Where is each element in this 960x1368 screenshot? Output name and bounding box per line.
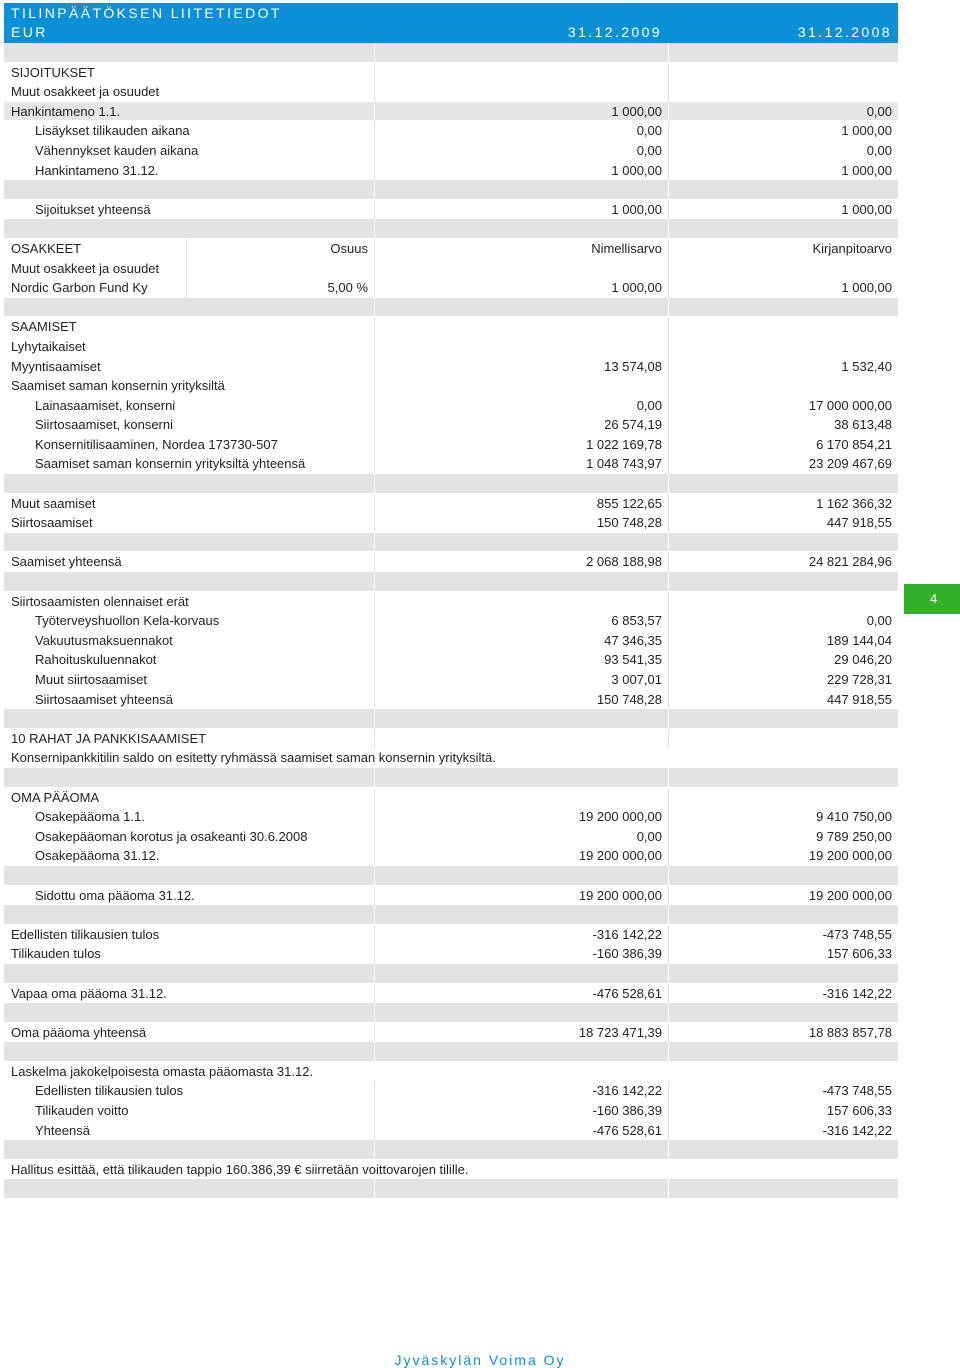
value-2009: 1 000,00	[611, 162, 662, 178]
column-divider	[668, 82, 669, 102]
column-divider	[668, 1101, 669, 1121]
column-divider	[668, 533, 669, 553]
value-2009: 1 000,00	[611, 103, 662, 119]
column-divider	[374, 650, 375, 670]
row-label: Myyntisaamiset	[11, 358, 101, 374]
value-2008: 447 918,55	[826, 515, 892, 531]
table-row	[4, 494, 898, 514]
row-label: Sijoitukset yhteensä	[35, 201, 151, 217]
table-row	[4, 886, 898, 906]
row-label: Sidottu oma pääoma 31.12.	[35, 887, 195, 903]
column-divider	[668, 415, 669, 435]
row-label: Muut osakkeet ja osuudet	[11, 260, 160, 276]
column-divider	[668, 200, 669, 220]
value-2008: 447 918,55	[826, 691, 892, 707]
row-label: SIJOITUKSET	[11, 64, 95, 80]
spacer-row	[4, 1140, 898, 1160]
column-divider	[374, 474, 375, 494]
column-divider	[668, 259, 669, 279]
row-label: SAAMISET	[11, 319, 77, 335]
table-row	[4, 729, 898, 749]
column-divider	[668, 611, 669, 631]
column-divider	[374, 513, 375, 533]
column-divider	[186, 259, 187, 279]
row-label: Muut osakkeet ja osuudet	[11, 84, 160, 100]
share-value: Osuus	[330, 240, 368, 256]
column-divider	[668, 1042, 669, 1062]
row-label: Nordic Garbon Fund Ky	[11, 280, 148, 296]
table-row	[4, 337, 898, 357]
value-2009: 93 541,35	[604, 652, 662, 668]
table-row	[4, 396, 898, 416]
column-divider	[668, 121, 669, 141]
column-divider	[374, 1023, 375, 1043]
table-row	[4, 259, 898, 279]
value-2008: -473 748,55	[822, 1083, 892, 1099]
column-divider	[374, 690, 375, 710]
column-divider	[374, 298, 375, 318]
value-2009: 6 853,57	[611, 613, 662, 629]
row-label: Lisäykset tilikauden aikana	[35, 123, 190, 139]
spacer-row	[4, 905, 898, 925]
row-label: Hallitus esittää, että tilikauden tappio 160.386,39 € siirretään voittovarojen tilille.	[11, 1161, 469, 1177]
year-2008-header: 31.12.2008	[797, 24, 892, 40]
row-label: 10 RAHAT JA PANKKISAAMISET	[11, 730, 207, 746]
row-label: Edellisten tilikausien tulos	[35, 1083, 184, 1099]
column-divider	[668, 102, 669, 122]
row-label: Työterveyshuollon Kela-korvaus	[35, 613, 220, 629]
column-divider	[374, 494, 375, 514]
column-divider	[186, 278, 187, 298]
table-row	[4, 415, 898, 435]
value-2008: 1 000,00	[841, 162, 892, 178]
value-2009: -160 386,39	[592, 1103, 662, 1119]
column-divider	[374, 944, 375, 964]
column-divider	[668, 1003, 669, 1023]
value-2008: 17 000 000,00	[808, 397, 892, 413]
value-2008: 157 606,33	[826, 946, 892, 962]
column-divider	[668, 396, 669, 416]
company-footer: Jyväskylän Voima Oy	[394, 1352, 566, 1368]
row-label: Siirtosaamisten olennaiset erät	[11, 593, 189, 609]
row-label: Hankintameno 1.1.	[11, 103, 121, 119]
table-row	[4, 200, 898, 220]
value-2009: 18 723 471,39	[578, 1024, 662, 1040]
value-2008: -316 142,22	[822, 1122, 892, 1138]
value-2009: Nimellisarvo	[591, 240, 662, 256]
column-divider	[668, 161, 669, 181]
column-divider	[668, 513, 669, 533]
column-divider	[374, 337, 375, 357]
value-2009: 0,00	[636, 397, 662, 413]
table-row	[4, 984, 898, 1004]
column-divider	[374, 415, 375, 435]
value-2009: 1 000,00	[611, 280, 662, 296]
column-divider	[374, 1042, 375, 1062]
value-2009: -316 142,22	[592, 926, 662, 942]
value-2008: 6 170 854,21	[816, 436, 892, 452]
table-row	[4, 141, 898, 161]
column-divider	[668, 709, 669, 729]
table-row	[4, 82, 898, 102]
spacer-row	[4, 768, 898, 788]
spacer-row	[4, 709, 898, 729]
row-label: Vakuutusmaksuennakot	[35, 632, 173, 648]
table-row	[4, 454, 898, 474]
table-row	[4, 670, 898, 690]
table-row	[4, 592, 898, 612]
spacer-row	[4, 43, 898, 63]
row-label: Hankintameno 31.12.	[35, 162, 159, 178]
column-divider	[374, 1081, 375, 1101]
column-divider	[374, 200, 375, 220]
table-row	[4, 650, 898, 670]
spacer-row	[4, 1042, 898, 1062]
column-divider	[668, 768, 669, 788]
column-divider	[374, 43, 375, 63]
row-label: Edellisten tilikausien tulos	[11, 926, 160, 942]
column-divider	[374, 729, 375, 749]
notes-table	[4, 3, 898, 1199]
value-2009: -160 386,39	[592, 946, 662, 962]
row-label: Saamiset saman konsernin yrityksiltä yhteensä	[35, 456, 306, 472]
value-2008: -473 748,55	[822, 926, 892, 942]
table-row	[4, 102, 898, 122]
value-2009: 0,00	[636, 828, 662, 844]
column-divider	[186, 239, 187, 259]
column-divider	[668, 376, 669, 396]
value-2008: 9 410 750,00	[816, 809, 892, 825]
value-2008: 0,00	[866, 142, 892, 158]
row-label: Siirtosaamiset, konserni	[35, 417, 173, 433]
column-divider	[668, 435, 669, 455]
value-2008: Kirjanpitoarvo	[812, 240, 892, 256]
column-divider	[668, 278, 669, 298]
row-label: Siirtosaamiset	[11, 515, 93, 531]
column-divider	[374, 357, 375, 377]
table-row	[4, 513, 898, 533]
table-row	[4, 239, 898, 259]
table-header	[4, 3, 898, 43]
column-divider	[668, 670, 669, 690]
value-2009: -316 142,22	[592, 1083, 662, 1099]
value-2008: 38 613,48	[834, 417, 892, 433]
value-2008: 24 821 284,96	[808, 554, 892, 570]
column-divider	[668, 807, 669, 827]
value-2009: 2 068 188,98	[586, 554, 662, 570]
column-divider	[668, 317, 669, 337]
value-2009: 19 200 000,00	[578, 848, 662, 864]
table-row	[4, 1101, 898, 1121]
column-divider	[668, 180, 669, 200]
column-divider	[668, 219, 669, 239]
column-divider	[668, 866, 669, 886]
row-label: Muut siirtosaamiset	[35, 672, 147, 687]
column-divider	[374, 180, 375, 200]
column-divider	[374, 964, 375, 984]
column-divider	[374, 984, 375, 1004]
table-row	[4, 376, 898, 396]
table-row	[4, 944, 898, 964]
row-label: Saamiset saman konsernin yrityksiltä	[11, 378, 225, 394]
column-divider	[668, 474, 669, 494]
row-label: Vähennykset kauden aikana	[35, 142, 199, 158]
table-row	[4, 63, 898, 83]
row-label: Osakepääoma 1.1.	[35, 809, 145, 825]
column-divider	[668, 788, 669, 808]
column-divider	[668, 1140, 669, 1160]
column-divider	[374, 435, 375, 455]
column-divider	[374, 846, 375, 866]
value-2009: 19 200 000,00	[578, 887, 662, 903]
column-divider	[668, 827, 669, 847]
column-divider	[374, 396, 375, 416]
spacer-row	[4, 219, 898, 239]
column-divider	[374, 552, 375, 572]
column-divider	[374, 1101, 375, 1121]
spacer-row	[4, 533, 898, 553]
column-divider	[374, 278, 375, 298]
column-divider	[668, 925, 669, 945]
column-divider	[374, 827, 375, 847]
column-divider	[668, 141, 669, 161]
column-divider	[374, 670, 375, 690]
value-2008: 1 000,00	[841, 280, 892, 296]
row-label: Yhteensä	[35, 1122, 90, 1138]
column-divider	[668, 690, 669, 710]
share-value: 5,00 %	[327, 280, 368, 296]
column-divider	[374, 886, 375, 906]
value-2009: -476 528,61	[592, 985, 662, 1001]
row-label: Laskelma jakokelpoisesta omasta pääomasta 31.12.	[11, 1063, 314, 1079]
column-divider	[668, 1081, 669, 1101]
table-row	[4, 121, 898, 141]
column-divider	[374, 239, 375, 259]
table-row	[4, 1160, 898, 1180]
row-label: Siirtosaamiset yhteensä	[35, 691, 174, 707]
column-divider	[668, 494, 669, 514]
column-divider	[374, 141, 375, 161]
spacer-row	[4, 474, 898, 494]
column-divider	[374, 1121, 375, 1141]
value-2008: 1 162 366,32	[816, 495, 892, 511]
row-label: Konsernipankkitilin saldo on esitetty ryhmässä saamiset saman konsernin yrityksiltä.	[11, 750, 496, 766]
column-divider	[668, 357, 669, 377]
value-2009: 150 748,28	[596, 691, 662, 707]
table-row	[4, 1023, 898, 1043]
value-2009: 26 574,19	[604, 417, 662, 433]
table-row	[4, 788, 898, 808]
spacer-row	[4, 964, 898, 984]
value-2008: 1 000,00	[841, 123, 892, 139]
currency-label: EUR	[11, 24, 48, 40]
value-2008: 0,00	[866, 103, 892, 119]
column-divider	[668, 239, 669, 259]
column-divider	[374, 533, 375, 553]
table-row	[4, 807, 898, 827]
column-divider	[374, 259, 375, 279]
table-row	[4, 1062, 898, 1082]
value-2009: 0,00	[636, 123, 662, 139]
column-divider	[374, 709, 375, 729]
table-row	[4, 1121, 898, 1141]
column-divider	[668, 905, 669, 925]
column-divider	[374, 768, 375, 788]
column-divider	[374, 376, 375, 396]
column-divider	[374, 317, 375, 337]
column-divider	[668, 552, 669, 572]
column-divider	[668, 63, 669, 83]
value-2008: 189 144,04	[826, 632, 892, 648]
value-2008: 1 000,00	[841, 201, 892, 217]
column-divider	[374, 788, 375, 808]
row-label: Tilikauden voitto	[35, 1103, 129, 1119]
year-2009-header: 31.12.2009	[567, 24, 662, 40]
column-divider	[668, 43, 669, 63]
table-row	[4, 925, 898, 945]
row-label: Konsernitilisaaminen, Nordea 173730-507	[35, 436, 278, 452]
table-row	[4, 846, 898, 866]
column-divider	[668, 944, 669, 964]
column-divider	[668, 298, 669, 318]
column-divider	[668, 964, 669, 984]
column-divider	[668, 1023, 669, 1043]
column-divider	[374, 102, 375, 122]
column-divider	[374, 631, 375, 651]
row-label: Saamiset yhteensä	[11, 554, 122, 570]
table-row	[4, 827, 898, 847]
value-2009: -476 528,61	[592, 1122, 662, 1138]
table-row	[4, 278, 898, 298]
row-label: Tilikauden tulos	[11, 946, 101, 962]
column-divider	[668, 337, 669, 357]
value-2008: 29 046,20	[834, 652, 892, 668]
spacer-row	[4, 298, 898, 318]
column-divider	[374, 1003, 375, 1023]
column-divider	[374, 572, 375, 592]
table-row	[4, 357, 898, 377]
column-divider	[668, 631, 669, 651]
value-2008: 18 883 857,78	[808, 1024, 892, 1040]
column-divider	[668, 650, 669, 670]
value-2008: 0,00	[866, 613, 892, 629]
value-2009: 1 048 743,97	[586, 456, 662, 472]
value-2009: 13 574,08	[604, 358, 662, 374]
value-2008: 9 789 250,00	[816, 828, 892, 844]
column-divider	[374, 121, 375, 141]
table-row	[4, 161, 898, 181]
column-divider	[374, 592, 375, 612]
table-row	[4, 611, 898, 631]
value-2008: 229 728,31	[826, 672, 892, 687]
column-divider	[374, 1179, 375, 1199]
value-2009: 47 346,35	[604, 632, 662, 648]
column-divider	[374, 82, 375, 102]
value-2009: 19 200 000,00	[578, 809, 662, 825]
value-2008: 19 200 000,00	[808, 887, 892, 903]
column-divider	[374, 866, 375, 886]
table-row	[4, 317, 898, 337]
row-label: Osakepääoma 31.12.	[35, 848, 160, 864]
row-label: Osakepääoman korotus ja osakeanti 30.6.2008	[35, 828, 308, 844]
value-2009: 855 122,65	[596, 495, 662, 511]
column-divider	[374, 925, 375, 945]
row-label: Rahoituskuluennakot	[35, 652, 157, 668]
row-label: Lainasaamiset, konserni	[35, 397, 176, 413]
row-label: Oma pääoma yhteensä	[11, 1024, 147, 1040]
column-divider	[668, 846, 669, 866]
value-2009: 1 000,00	[611, 201, 662, 217]
column-divider	[374, 807, 375, 827]
value-2008: 157 606,33	[826, 1103, 892, 1119]
table-row	[4, 435, 898, 455]
value-2009: 3 007,01	[611, 672, 662, 687]
value-2008: -316 142,22	[822, 985, 892, 1001]
column-divider	[668, 454, 669, 474]
row-label: OSAKKEET	[11, 240, 82, 256]
column-divider	[668, 984, 669, 1004]
value-2008: 23 209 467,69	[808, 456, 892, 472]
column-divider	[374, 1140, 375, 1160]
column-divider	[374, 63, 375, 83]
column-divider	[668, 1179, 669, 1199]
row-label: OMA PÄÄOMA	[11, 789, 100, 805]
spacer-row	[4, 1003, 898, 1023]
table-row	[4, 631, 898, 651]
spacer-row	[4, 180, 898, 200]
column-divider	[668, 572, 669, 592]
value-2009: 1 022 169,78	[586, 436, 662, 452]
table-row	[4, 1081, 898, 1101]
value-2009: 0,00	[636, 142, 662, 158]
table-row	[4, 748, 898, 768]
table-row	[4, 690, 898, 710]
row-label: Vapaa oma pääoma 31.12.	[11, 985, 167, 1001]
row-label: Lyhytaikaiset	[11, 338, 86, 354]
spacer-row	[4, 572, 898, 592]
table-body	[4, 43, 898, 1199]
table-title: TILINPÄÄTÖKSEN LIITETIEDOT	[11, 5, 282, 21]
value-2009: 150 748,28	[596, 515, 662, 531]
value-2008: 1 532,40	[841, 358, 892, 374]
row-label: Muut saamiset	[11, 495, 96, 511]
table-row	[4, 552, 898, 572]
column-divider	[668, 886, 669, 906]
page-tab-marker: 4	[904, 584, 960, 614]
column-divider	[374, 219, 375, 239]
column-divider	[668, 729, 669, 749]
column-divider	[374, 611, 375, 631]
value-2008: 19 200 000,00	[808, 848, 892, 864]
column-divider	[374, 161, 375, 181]
column-divider	[374, 905, 375, 925]
column-divider	[374, 454, 375, 474]
spacer-row	[4, 866, 898, 886]
spacer-row	[4, 1179, 898, 1199]
column-divider	[668, 592, 669, 612]
column-divider	[668, 1121, 669, 1141]
